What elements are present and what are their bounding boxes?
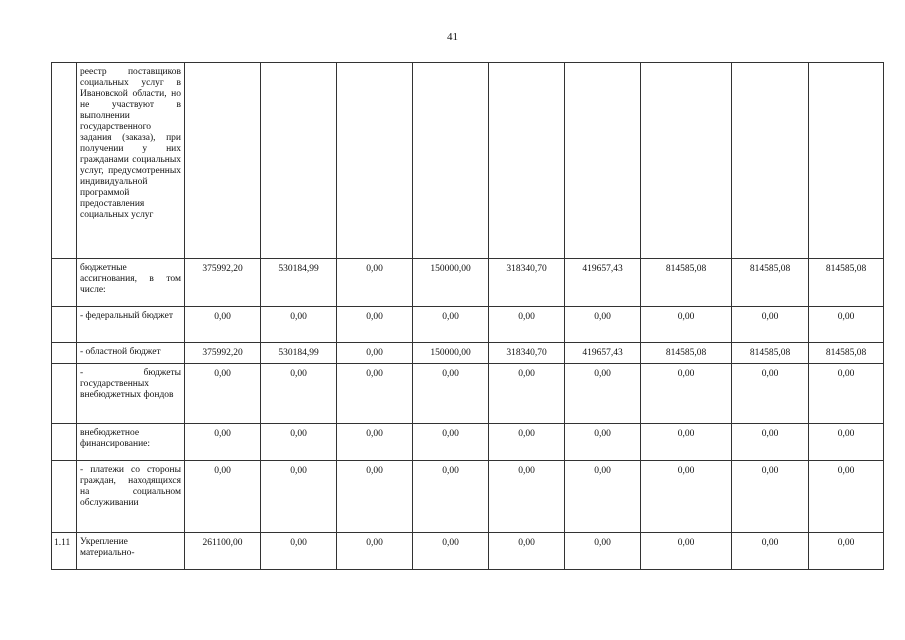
page-number: 41: [447, 31, 458, 43]
value-cell: 0,00: [337, 461, 413, 533]
value-cell: 0,00: [413, 461, 489, 533]
row-label: - бюджеты государственных внебюджетных фондов: [77, 364, 185, 424]
row-code: [52, 424, 77, 461]
value-cell: 814585,08: [809, 343, 884, 364]
value-cell: 0,00: [413, 533, 489, 570]
value-cell: 0,00: [732, 364, 809, 424]
row-label: Укрепление материально-: [77, 533, 185, 570]
value-cell: [641, 63, 732, 259]
value-cell: 0,00: [641, 364, 732, 424]
row-label: внебюджетное финансирование:: [77, 424, 185, 461]
value-cell: 0,00: [641, 307, 732, 343]
row-code: [52, 461, 77, 533]
value-cell: 0,00: [489, 364, 565, 424]
budget-table: [51, 62, 884, 570]
value-cell: 814585,08: [809, 259, 884, 307]
table-row: [52, 259, 884, 307]
value-cell: 0,00: [565, 461, 641, 533]
value-cell: [732, 63, 809, 259]
row-label: бюджетные ассигнования, в том числе:: [77, 259, 185, 307]
value-cell: 261100,00: [185, 533, 261, 570]
value-cell: 0,00: [809, 364, 884, 424]
value-cell: 814585,08: [732, 343, 809, 364]
row-code: [52, 364, 77, 424]
row-code: [52, 63, 77, 259]
table-row: [52, 533, 884, 570]
value-cell: 0,00: [489, 307, 565, 343]
table-row: [52, 307, 884, 343]
row-label: реестр поставщиков социальных услуг в Ивановской области, но не участвуют в выполнении государственного задания (заказа), при получении у них гражданами социальных услуг, предусмотренных индивидуальной программой предоставления социальных услуг: [77, 63, 185, 259]
value-cell: 0,00: [809, 307, 884, 343]
value-cell: 0,00: [261, 461, 337, 533]
value-cell: [185, 63, 261, 259]
value-cell: 0,00: [261, 533, 337, 570]
value-cell: [337, 63, 413, 259]
table-row: [52, 424, 884, 461]
value-cell: 375992,20: [185, 259, 261, 307]
table-row: [52, 461, 884, 533]
value-cell: 0,00: [413, 307, 489, 343]
value-cell: 0,00: [565, 307, 641, 343]
value-cell: 0,00: [337, 259, 413, 307]
value-cell: 318340,70: [489, 259, 565, 307]
value-cell: 0,00: [809, 533, 884, 570]
value-cell: 0,00: [641, 461, 732, 533]
value-cell: [489, 63, 565, 259]
value-cell: 150000,00: [413, 343, 489, 364]
value-cell: 0,00: [641, 533, 732, 570]
value-cell: 0,00: [261, 307, 337, 343]
value-cell: [261, 63, 337, 259]
value-cell: 0,00: [732, 533, 809, 570]
row-code: 1.11: [52, 533, 77, 570]
value-cell: 814585,08: [732, 259, 809, 307]
value-cell: 0,00: [261, 424, 337, 461]
value-cell: 814585,08: [641, 343, 732, 364]
row-label: - областной бюджет: [77, 343, 185, 364]
value-cell: 0,00: [185, 307, 261, 343]
value-cell: 150000,00: [413, 259, 489, 307]
value-cell: 0,00: [337, 343, 413, 364]
table-row: [52, 63, 884, 259]
value-cell: 530184,99: [261, 259, 337, 307]
value-cell: 375992,20: [185, 343, 261, 364]
value-cell: 0,00: [489, 461, 565, 533]
value-cell: 0,00: [565, 424, 641, 461]
value-cell: 0,00: [413, 424, 489, 461]
value-cell: 0,00: [732, 424, 809, 461]
value-cell: 0,00: [565, 364, 641, 424]
value-cell: 0,00: [641, 424, 732, 461]
row-label: - платежи со стороны граждан, находящихся на социальном обслуживании: [77, 461, 185, 533]
value-cell: 0,00: [732, 461, 809, 533]
table-row: [52, 343, 884, 364]
table-body: [52, 63, 884, 570]
table-row: [52, 364, 884, 424]
value-cell: 0,00: [809, 424, 884, 461]
value-cell: 0,00: [732, 307, 809, 343]
value-cell: 0,00: [261, 364, 337, 424]
value-cell: 0,00: [809, 461, 884, 533]
value-cell: 814585,08: [641, 259, 732, 307]
row-label: - федеральный бюджет: [77, 307, 185, 343]
value-cell: 318340,70: [489, 343, 565, 364]
value-cell: 419657,43: [565, 343, 641, 364]
value-cell: 0,00: [337, 424, 413, 461]
value-cell: 0,00: [489, 533, 565, 570]
value-cell: [565, 63, 641, 259]
value-cell: 0,00: [337, 533, 413, 570]
value-cell: 0,00: [337, 364, 413, 424]
value-cell: 530184,99: [261, 343, 337, 364]
value-cell: 0,00: [565, 533, 641, 570]
value-cell: 0,00: [413, 364, 489, 424]
value-cell: 0,00: [185, 364, 261, 424]
value-cell: 419657,43: [565, 259, 641, 307]
row-code: [52, 259, 77, 307]
value-cell: [809, 63, 884, 259]
row-code: [52, 307, 77, 343]
value-cell: 0,00: [185, 461, 261, 533]
value-cell: 0,00: [185, 424, 261, 461]
value-cell: 0,00: [489, 424, 565, 461]
value-cell: [413, 63, 489, 259]
value-cell: 0,00: [337, 307, 413, 343]
row-code: [52, 343, 77, 364]
